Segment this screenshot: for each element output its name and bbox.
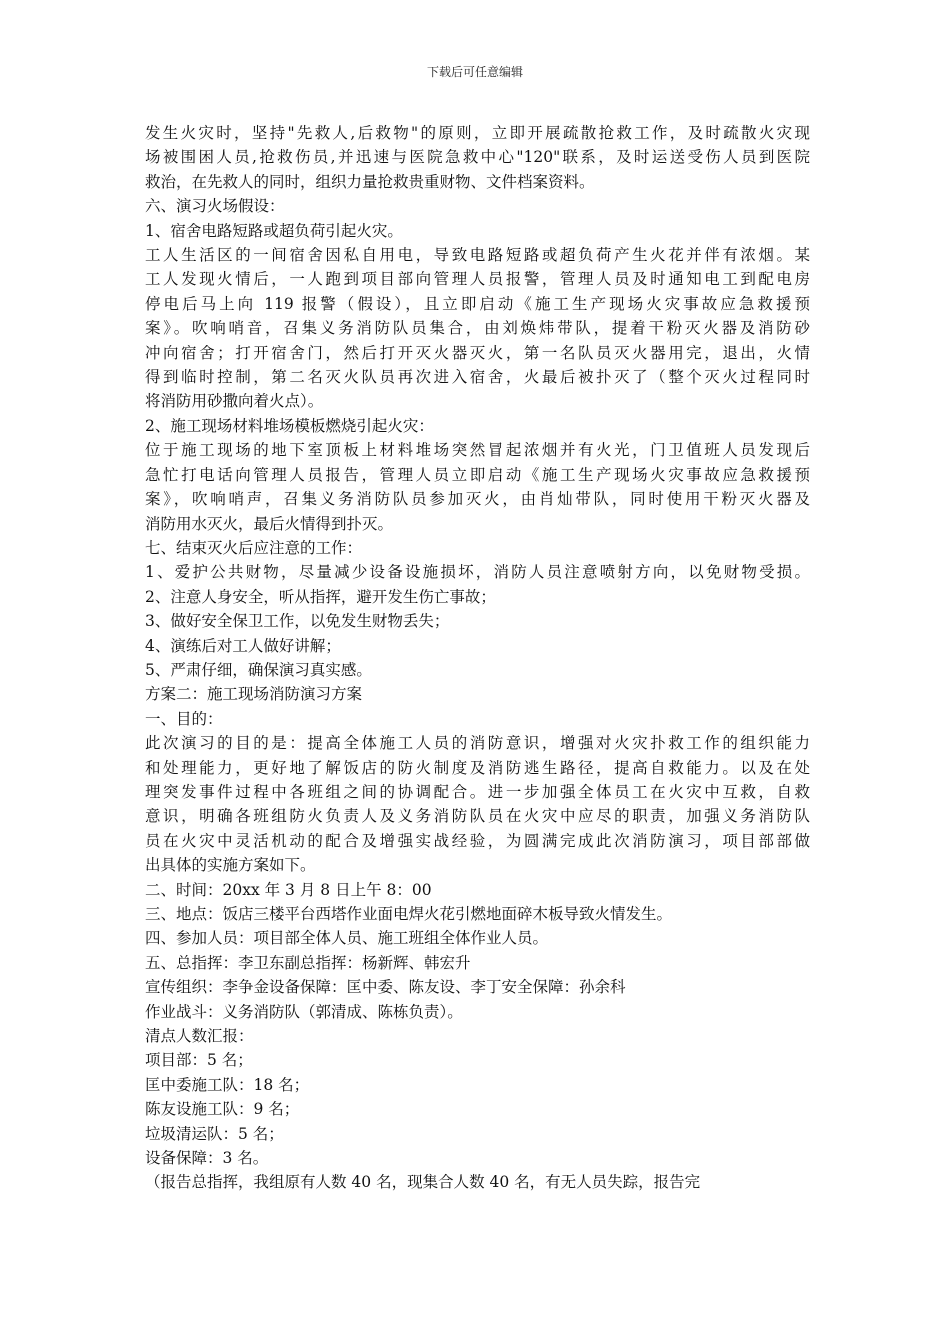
text-line: 停电后马上向 119 报警（假设），且立即启动《施工生产现场火灾事故应急救援预 [145, 294, 810, 313]
text-line: 员在火灾中灵活机动的配合及增强实战经验，为圆满完成此次消防演习，项目部部做 [145, 831, 810, 850]
text-line: 清点人数汇报： [145, 1027, 254, 1046]
text-line: 1、宿舍电路短路或超负荷引起火灾。 [145, 221, 403, 240]
text-line: 作业战斗：义务消防队（郭清成、陈栋负责）。 [145, 1002, 463, 1021]
text-line: 二、时间：20xx 年 3 月 8 日上午 8：00 [145, 880, 432, 899]
text-line: 四、参加人员：项目部全体人员、施工班组全体作业人员。 [145, 929, 549, 948]
text-line: 垃圾清运队：5 名； [145, 1124, 284, 1143]
text-line: 陈友设施工队：9 名； [145, 1100, 300, 1119]
text-line: （报告总指挥，我组原有人数 40 名，现集合人数 40 名，有无人员失踪，报告完 [145, 1173, 701, 1192]
text-line: 将消防用砂撒向着火点）。 [145, 392, 324, 411]
page-header: 下载后可任意编辑 [426, 65, 523, 79]
text-line: 急忙打电话向管理人员报告，管理人员立即启动《施工生产现场火灾事故应急救援预 [145, 465, 810, 484]
text-line: 匡中委施工队：18 名； [145, 1075, 310, 1094]
text-line: 五、总指挥：李卫东副总指挥：杨新辉、韩宏升 [145, 953, 471, 972]
text-line: 消防用水灭火，最后火情得到扑灭。 [145, 514, 394, 533]
text-line: 理突发事件过程中各班组之间的协调配合。进一步加强全体员工在火灾中互救，自救 [145, 782, 810, 801]
text-line: 2、施工现场材料堆场模板燃烧引起火灾： [145, 416, 434, 435]
text-line: 三、地点：饭店三楼平台西塔作业面电焊火花引燃地面碎木板导致火情发生。 [145, 905, 673, 923]
text-line: 七、结束灭火后应注意的工作： [145, 538, 363, 557]
text-line: 工人发现火情后，一人跑到项目部向管理人员报警，管理人员及时通知电工到配电房 [145, 270, 810, 289]
text-line: 1、爱护公共财物，尽量减少设备设施损坏，消防人员注意喷射方向，以免财物受损。 [145, 563, 810, 582]
text-line: 冲向宿舍；打开宿舍门，然后打开灭火器灭火，第一名队员灭火器用完，退出，火情 [145, 343, 810, 362]
text-line: 工人生活区的一间宿舍因私自用电，导致电路短路或超负荷产生火花并伴有浓烟。某 [145, 246, 810, 265]
text-line: 救治，在先救人的同时，组织力量抢救贵重财物、文件档案资料。 [145, 172, 595, 191]
text-line: 一、目的： [145, 709, 223, 728]
document-body [145, 121, 810, 1195]
text-line: 5、严肃仔细，确保演习真实感。 [145, 660, 372, 679]
text-line: 案》。吹响哨音，召集义务消防队员集合，由刘焕炜带队，提着干粉灭火器及消防砂 [145, 319, 810, 338]
text-line: 出具体的实施方案如下。 [145, 856, 316, 875]
text-line: 场被围困人员,抢救伤员,并迅速与医院急救中心"120"联系，及时运送受伤人员到医院 [145, 148, 810, 167]
text-line: 案》，吹响哨声，召集义务消防队员参加灭火，由肖灿带队，同时使用干粉灭火器及 [145, 490, 810, 509]
text-line: 得到临时控制，第二名灭火队员再次进入宿舍，火最后被扑灭了（整个灭火过程同时 [145, 368, 810, 387]
text-line: 方案二：施工现场消防演习方案 [145, 685, 363, 704]
text-line: 2、注意人身安全，听从指挥，避开发生伤亡事故； [145, 587, 496, 606]
text-line: 4、演练后对工人做好讲解； [145, 636, 341, 655]
text-line: 意识，明确各班组防火负责人及义务消防队员在火灾中应尽的职责，加强义务消防队 [145, 807, 810, 826]
text-line: 位于施工现场的地下室顶板上材料堆场突然冒起浓烟并有火光，门卫值班人员发现后 [145, 441, 810, 460]
text-line: 设备保障：3 名。 [145, 1149, 269, 1168]
text-line: 宣传组织：李争金设备保障：匡中委、陈友设、李丁安全保障：孙余科 [145, 978, 626, 997]
text-line: 此次演习的目的是：提高全体施工人员的消防意识，增强对火灾扑救工作的组织能力 [145, 734, 810, 753]
text-line: 3、做好安全保卫工作，以免发生财物丢失； [145, 612, 450, 631]
text-line: 项目部：5 名； [145, 1051, 253, 1070]
text-line: 六、演习火场假设： [145, 197, 285, 216]
text-line: 和处理能力，更好地了解饭店的防火制度及消防逃生路径，提高自救能力。以及在处 [145, 758, 810, 777]
text-line: 发生火灾时，坚持"先救人,后救物"的原则，立即开展疏散抢救工作，及时疏散火灾现 [145, 124, 810, 142]
